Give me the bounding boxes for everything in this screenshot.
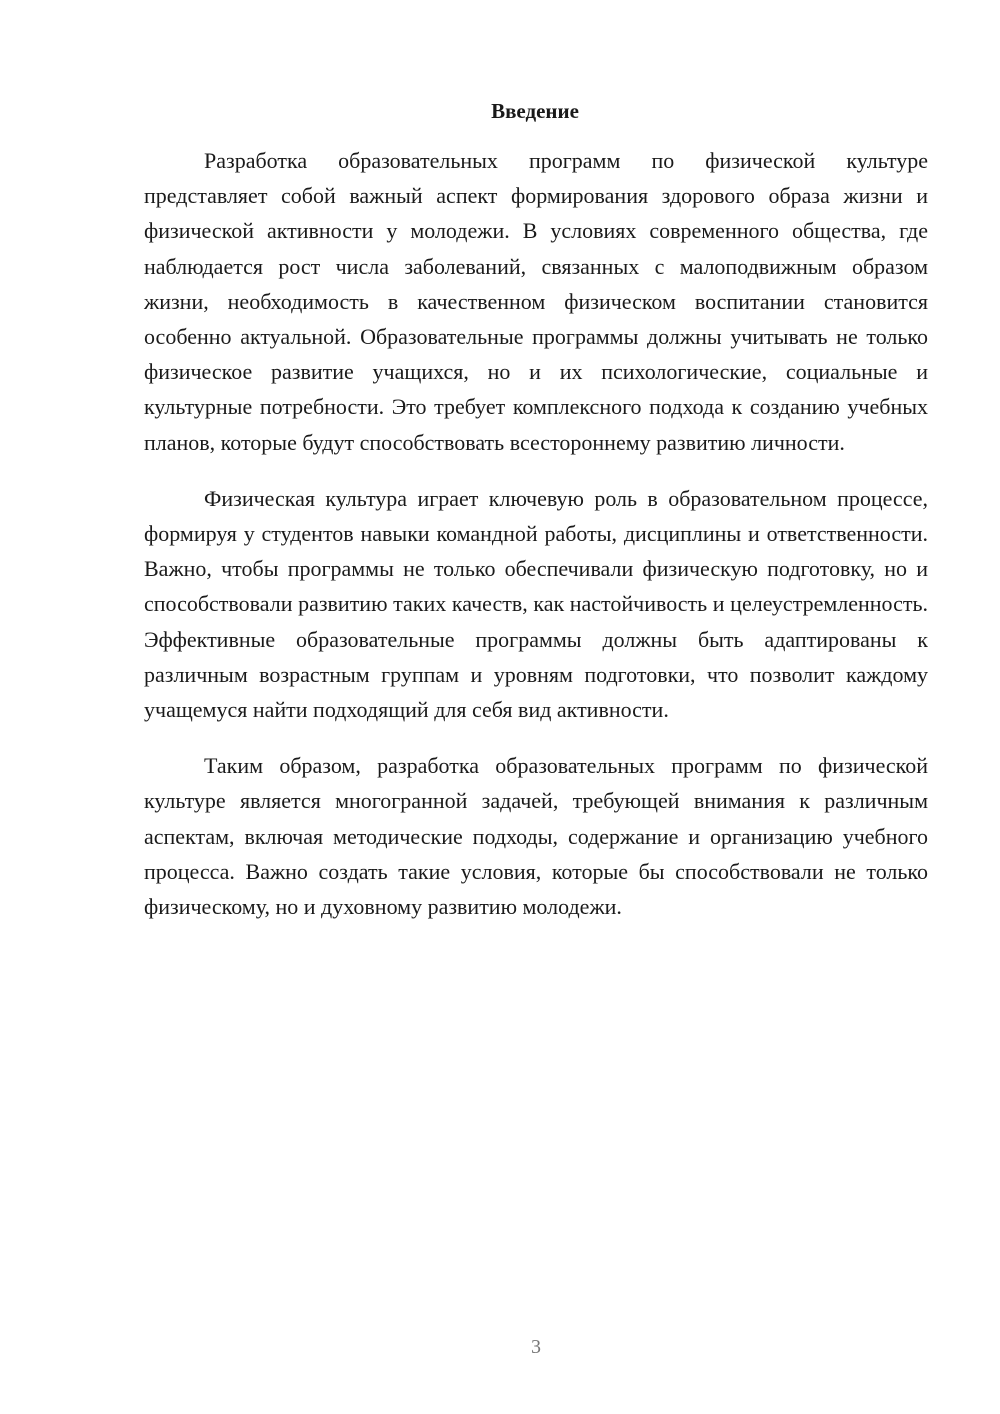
section-title: Введение bbox=[491, 99, 579, 123]
paragraph-1: Разработка образовательных программ по физической культуре представляет собой важный аспект формирования здорового образа жизни и физической активности у молодежи. В условиях современного общества, где наблюдается рост числа заболеваний, связанных с малоподвижным образом жизни, необходимость в качественном физическом воспитании становится особенно актуальной. Образовательные программы должны учитывать не только физическое развитие учащихся, но и их психологические, социальные и культурные потребности. Это требует комплексного подхода к созданию учебных планов, которые будут способствовать всестороннему развитию личности. bbox=[144, 148, 928, 455]
paragraph-3: Таким образом, разработка образовательных программ по физической культуре является многогранной задачей, требующей внимания к различным аспектам, включая методические подходы, содержание и организацию учебного процесса. Важно создать такие условия, которые бы способствовали не только физическому, но и духовному развитию молодежи. bbox=[144, 753, 928, 920]
body-text bbox=[144, 143, 928, 924]
page-number: 3 bbox=[531, 1336, 541, 1358]
paragraph-2: Физическая культура играет ключевую роль в образовательном процессе, формируя у студентов навыки командной работы, дисциплины и ответственности. Важно, чтобы программы не только обеспечивали физическую подготовку, но и способствовали развитию таких качеств, как настойчивость и целеустремленность. Эффективные образовательные программы должны быть адаптированы к различным возрастным группам и уровням подготовки, что позволит каждому учащемуся найти подходящий для себя вид активности. bbox=[144, 485, 928, 723]
